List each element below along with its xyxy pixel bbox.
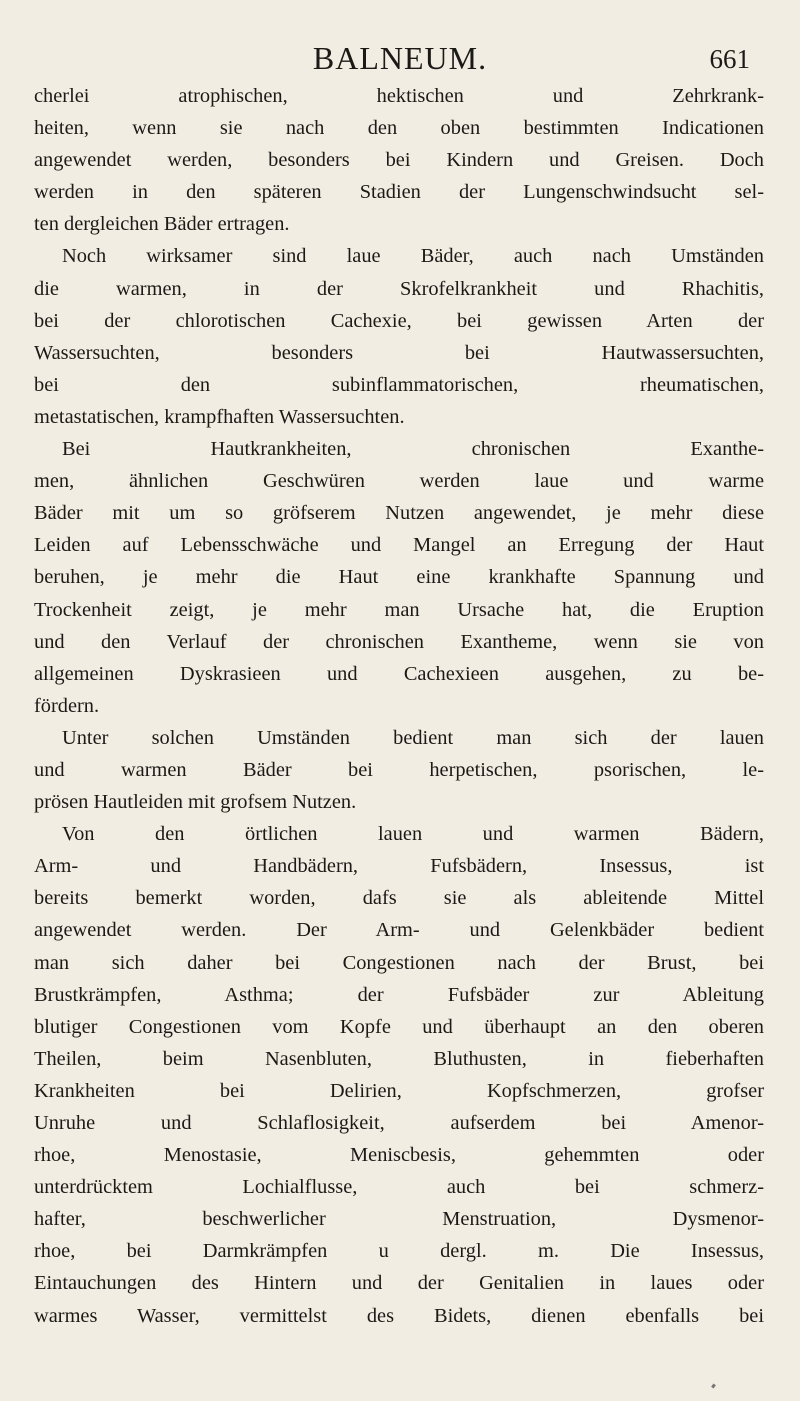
text-line: die warmen, in der Skrofelkrankheit und Rhachitis, [34, 277, 764, 300]
text-line: Leiden auf Lebensschwäche und Mangel an Erregung der Haut [34, 534, 764, 557]
text-line: Theilen, beim Nasenbluten, Bluthusten, in fieberhaften [34, 1047, 764, 1070]
text-line: allgemeinen Dyskrasieen und Cachexieen ausgehen, zu be- [34, 662, 764, 685]
text-line: Wassersuchten, besonders bei Hautwassersuchten, [34, 341, 764, 364]
text-line: beruhen, je mehr die Haut eine krankhafte Spannung und [34, 566, 764, 589]
text-line: men, ähnlichen Geschwüren werden laue und warme [34, 470, 764, 493]
text-line: warmes Wasser, vermittelst des Bidets, dienen ebenfalls bei [34, 1304, 764, 1327]
text-line: metastatischen, krampfhaften Wassersuchten. [34, 405, 405, 428]
text-line: Arm- und Handbädern, Fufsbädern, Insessus, ist [34, 855, 764, 878]
text-line: Unruhe und Schlaflosigkeit, aufserdem bei Amenor- [34, 1112, 764, 1134]
text-line: Krankheiten bei Delirien, Kopfschmerzen, grofser [34, 1079, 764, 1102]
text-line: und warmen Bäder bei herpetischen, psorischen, le- [34, 758, 764, 781]
text-line: bei den subinflammatorischen, rheumatischen, [34, 373, 764, 396]
text-line: werden in den späteren Stadien der Lungenschwindsucht sel- [34, 181, 764, 204]
running-title: BALNEUM. [312, 40, 488, 76]
text-line: heiten, wenn sie nach den oben bestimmten Indicationen [34, 117, 764, 140]
ink-speck [711, 1384, 716, 1389]
text-line: Noch wirksamer sind laue Bäder, auch nach Umständen [62, 245, 764, 268]
text-line: man sich daher bei Congestionen nach der Brust, bei [34, 951, 764, 974]
text-line: rhoe, Menostasie, Meniscbesis, gehemmten oder [34, 1144, 764, 1167]
text-line: blutiger Congestionen vom Kopfe und überhaupt an den oberen [34, 1015, 764, 1038]
text-line: und den Verlauf der chronischen Exantheme, wenn sie von [34, 630, 764, 653]
text-line: prösen Hautleiden mit grofsem Nutzen. [34, 791, 357, 814]
text-line: Von den örtlichen lauen und warmen Bädern, [62, 823, 764, 846]
text-line: Eintauchungen des Hintern und der Genitalien in laues oder [34, 1272, 764, 1295]
text-line: cherlei atrophischen, hektischen und Zehrkrank- [34, 85, 764, 107]
body-text [34, 80, 764, 1332]
text-line: unterdrücktem Lochialflusse, auch bei schmerz- [34, 1176, 764, 1199]
text-line: rhoe, bei Darmkrämpfen u dergl. m. Die Insessus, [34, 1240, 764, 1263]
text-line: Brustkrämpfen, Asthma; der Fufsbäder zur Ableitung [34, 983, 764, 1006]
page-header [40, 40, 760, 80]
text-line: ten dergleichen Bäder ertragen. [34, 213, 290, 236]
text-line: Bäder mit um so gröfserem Nutzen angewendet, je mehr diese [34, 502, 764, 525]
page-number: 661 [709, 44, 750, 74]
text-line: angewendet werden, besonders bei Kindern und Greisen. Doch [34, 149, 764, 172]
text-line: Unter solchen Umständen bedient man sich der lauen [62, 726, 764, 749]
text-line: bei der chlorotischen Cachexie, bei gewissen Arten der [34, 309, 764, 332]
text-line: angewendet werden. Der Arm- und Gelenkbäder bedient [34, 919, 764, 942]
text-line: hafter, beschwerlicher Menstruation, Dysmenor- [34, 1208, 764, 1231]
text-line: fördern. [34, 694, 100, 717]
text-line: Trockenheit zeigt, je mehr man Ursache hat, die Eruption [34, 598, 764, 621]
text-line: Bei Hautkrankheiten, chronischen Exanthe- [62, 438, 764, 461]
text-line: bereits bemerkt worden, dafs sie als ableitende Mittel [34, 887, 764, 910]
